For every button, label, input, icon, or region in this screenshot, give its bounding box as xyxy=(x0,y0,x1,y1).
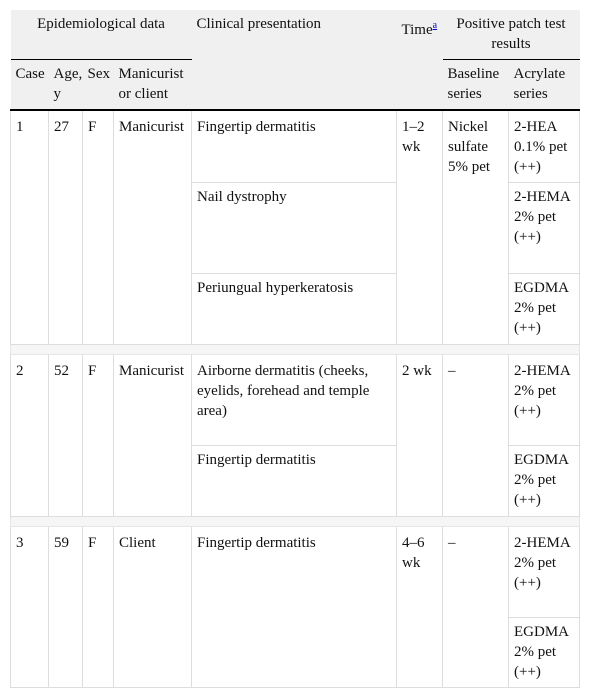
case-number: 2 xyxy=(11,355,49,517)
header-manicurist-or-client xyxy=(114,60,192,111)
header-baseline-series: Baseline series xyxy=(443,60,509,111)
clinical-cell: Periungual hyperkeratosis xyxy=(192,274,397,345)
acrylate-cell: 2-HEMA 2% pet (++) xyxy=(509,183,580,274)
role-cell: Manicurist xyxy=(114,110,192,345)
header-case: Case xyxy=(11,60,49,111)
baseline-cell: – xyxy=(443,527,509,688)
header-acrylate-series: Acrylate series xyxy=(509,60,580,111)
acrylate-cell: EGDMA 2% pet (++) xyxy=(509,618,580,688)
sex-cell: F xyxy=(83,355,114,517)
header-manicurist-label: Manicurist xyxy=(118,66,184,82)
header-age-label: Age, xyxy=(53,66,83,82)
acrylate-cell: 2-HEMA 2% pet (++) xyxy=(509,527,580,618)
header-sex: Sex xyxy=(83,60,114,111)
acrylate-cell: EGDMA 2% pet (++) xyxy=(509,274,580,345)
age-cell: 52 xyxy=(49,355,83,517)
header-time xyxy=(397,10,443,110)
table-row xyxy=(11,527,580,618)
role-cell: Client xyxy=(114,527,192,688)
sex-cell: F xyxy=(83,110,114,345)
acrylate-cell: 2-HEMA 2% pet (++) xyxy=(509,355,580,446)
time-footnote-link[interactable]: a xyxy=(432,20,438,31)
patch-test-table xyxy=(10,10,580,688)
table-row xyxy=(11,110,580,183)
acrylate-cell: EGDMA 2% pet (++) xyxy=(509,446,580,517)
time-cell: 4–6 wk xyxy=(397,527,443,688)
case-separator xyxy=(11,517,580,527)
clinical-cell: Fingertip dermatitis xyxy=(192,110,397,183)
baseline-cell: Nickel sulfate 5% pet xyxy=(443,110,509,345)
baseline-cell: – xyxy=(443,355,509,517)
header-clinical-presentation: Clinical presentation xyxy=(192,10,397,110)
time-cell: 1–2 wk xyxy=(397,110,443,345)
header-age xyxy=(49,60,83,111)
header-epidemiological-data: Epidemiological data xyxy=(11,10,192,60)
case-number: 3 xyxy=(11,527,49,688)
header-time-label: Time xyxy=(401,22,433,38)
clinical-cell: Fingertip dermatitis xyxy=(192,446,397,517)
age-cell: 27 xyxy=(49,110,83,345)
role-cell: Manicurist xyxy=(114,355,192,517)
header-client-label: or client xyxy=(118,86,169,102)
clinical-cell: Airborne dermatitis (cheeks, eyelids, forehead and temple area) xyxy=(192,355,397,446)
clinical-cell: Nail dystrophy xyxy=(192,183,397,274)
time-cell: 2 wk xyxy=(397,355,443,517)
table-row xyxy=(11,355,580,446)
header-age-unit: y xyxy=(53,86,61,102)
case-separator xyxy=(11,345,580,355)
age-cell: 59 xyxy=(49,527,83,688)
header-positive-patch-test: Positive patch test results xyxy=(443,10,580,60)
acrylate-cell: 2-HEA 0.1% pet (++) xyxy=(509,110,580,183)
clinical-cell: Fingertip dermatitis xyxy=(192,527,397,688)
sex-cell: F xyxy=(83,527,114,688)
case-number: 1 xyxy=(11,110,49,345)
